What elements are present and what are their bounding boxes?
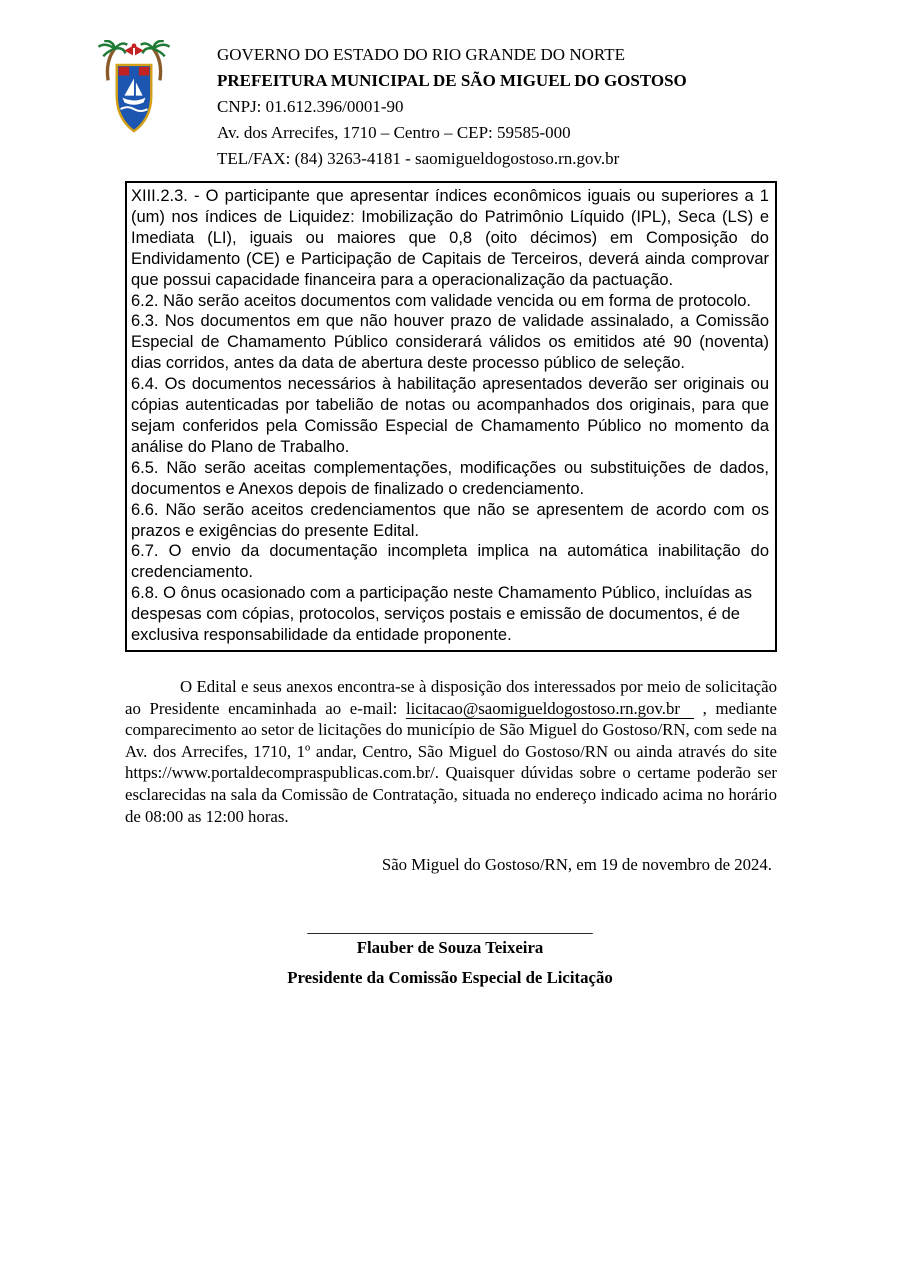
email-link[interactable]: licitacao@saomigueldogostoso.rn.gov.br: [406, 699, 694, 719]
clause-paragraph: 6.4. Os documentos necessários à habilitação apresentados deverão ser originais ou cópias autenticadas por tabelião de notas ou acompanhados dos originais, para que sejam conferidos pela Comissão Especial de Chamamento Público no momento da análise do Plano de Trabalho.: [131, 375, 769, 456]
closing-text-start: O Edital e seus anexos encontra-se à disposição dos interessados por meio de solicitação ao Presidente encaminhada ao e-mail:: [125, 676, 777, 718]
clause-paragraph: 6.3. Nos documentos em que não houver prazo de validade assinalado, a Comissão Especial de Chamamento Público considerará válidos os emitidos até 90 (noventa) dias corridos, antes da data de abertura deste processo público de seleção.: [131, 312, 769, 373]
clause-paragraph: 6.7. O envio da documentação incompleta implica na automática inabilitação do credenciamento.: [131, 542, 769, 582]
municipal-coat-of-arms-icon: [95, 40, 173, 136]
contact-line: TEL/FAX: (84) 3263-4181 - saomigueldogostoso.rn.gov.br: [217, 149, 620, 168]
signature-block: [0, 917, 900, 988]
letterhead: [0, 0, 900, 172]
municipality-line: PREFEITURA MUNICIPAL DE SÃO MIGUEL DO GOSTOSO: [217, 71, 687, 90]
clause-paragraph: XIII.2.3. - O participante que apresentar índices econômicos iguais ou superiores a 1 (um) nos índices de Liquidez: Imobilização do Patrimônio Líquido (IPL), Seca (LS) e Imediata (LI), iguais ou maiores que 0,8 (oito décimos) em Composição do Endividamento (CE) e Participação de Capitais de Terceiros, deverá ainda comprovar que possui capacidade financeira para a operacionalização da pactuação.: [131, 187, 769, 289]
government-line: GOVERNO DO ESTADO DO RIO GRANDE DO NORTE: [217, 45, 625, 64]
closing-paragraph: [125, 676, 777, 827]
signatory-title: Presidente da Comissão Especial de Licitação: [287, 968, 613, 988]
signature-line: __________________________________: [307, 917, 593, 937]
closing-text-end: , mediante comparecimento ao setor de licitações do município de São Miguel do Gostoso/RN, com sede na Av. dos Arrecifes, 1710, 1º andar, Centro, São Miguel do Gostoso/RN ou ainda através do site https://www.portaldecompraspublicas.com.br/. Quaisquer dúvidas sobre o certame poderão ser esclarecidas na sala da Comissão de Contratação, situada no endereço indicado acima no horário de 08:00 as 12:00 horas.: [125, 698, 777, 826]
clause-paragraph: 6.5. Não serão aceitas complementações, modificações ou substituições de dados, documentos e Anexos depois de finalizado o credenciamento.: [131, 458, 769, 498]
clause-paragraph: 6.6. Não serão aceitos credenciamentos que não se apresentem de acordo com os prazos e exigências do presente Edital.: [131, 500, 769, 540]
letterhead-text: [217, 40, 687, 172]
clause-paragraph: 6.2. Não serão aceitos documentos com validade vencida ou em forma de protocolo.: [131, 291, 752, 310]
address-line: Av. dos Arrecifes, 1710 – Centro – CEP: 59585-000: [217, 123, 571, 142]
clause-paragraph: 6.8. O ônus ocasionado com a participação neste Chamamento Público, incluídas as despesas com cópias, protocolos, serviços postais e emissão de documentos, é de exclusiva responsabilidade da entidade proponente.: [131, 584, 752, 645]
cnpj-line: CNPJ: 01.612.396/0001-90: [217, 97, 404, 116]
signatory-name: Flauber de Souza Teixeira: [356, 938, 544, 958]
date-line: São Miguel do Gostoso/RN, em 19 de novembro de 2024.: [381, 855, 772, 875]
clauses-box: [125, 181, 777, 652]
